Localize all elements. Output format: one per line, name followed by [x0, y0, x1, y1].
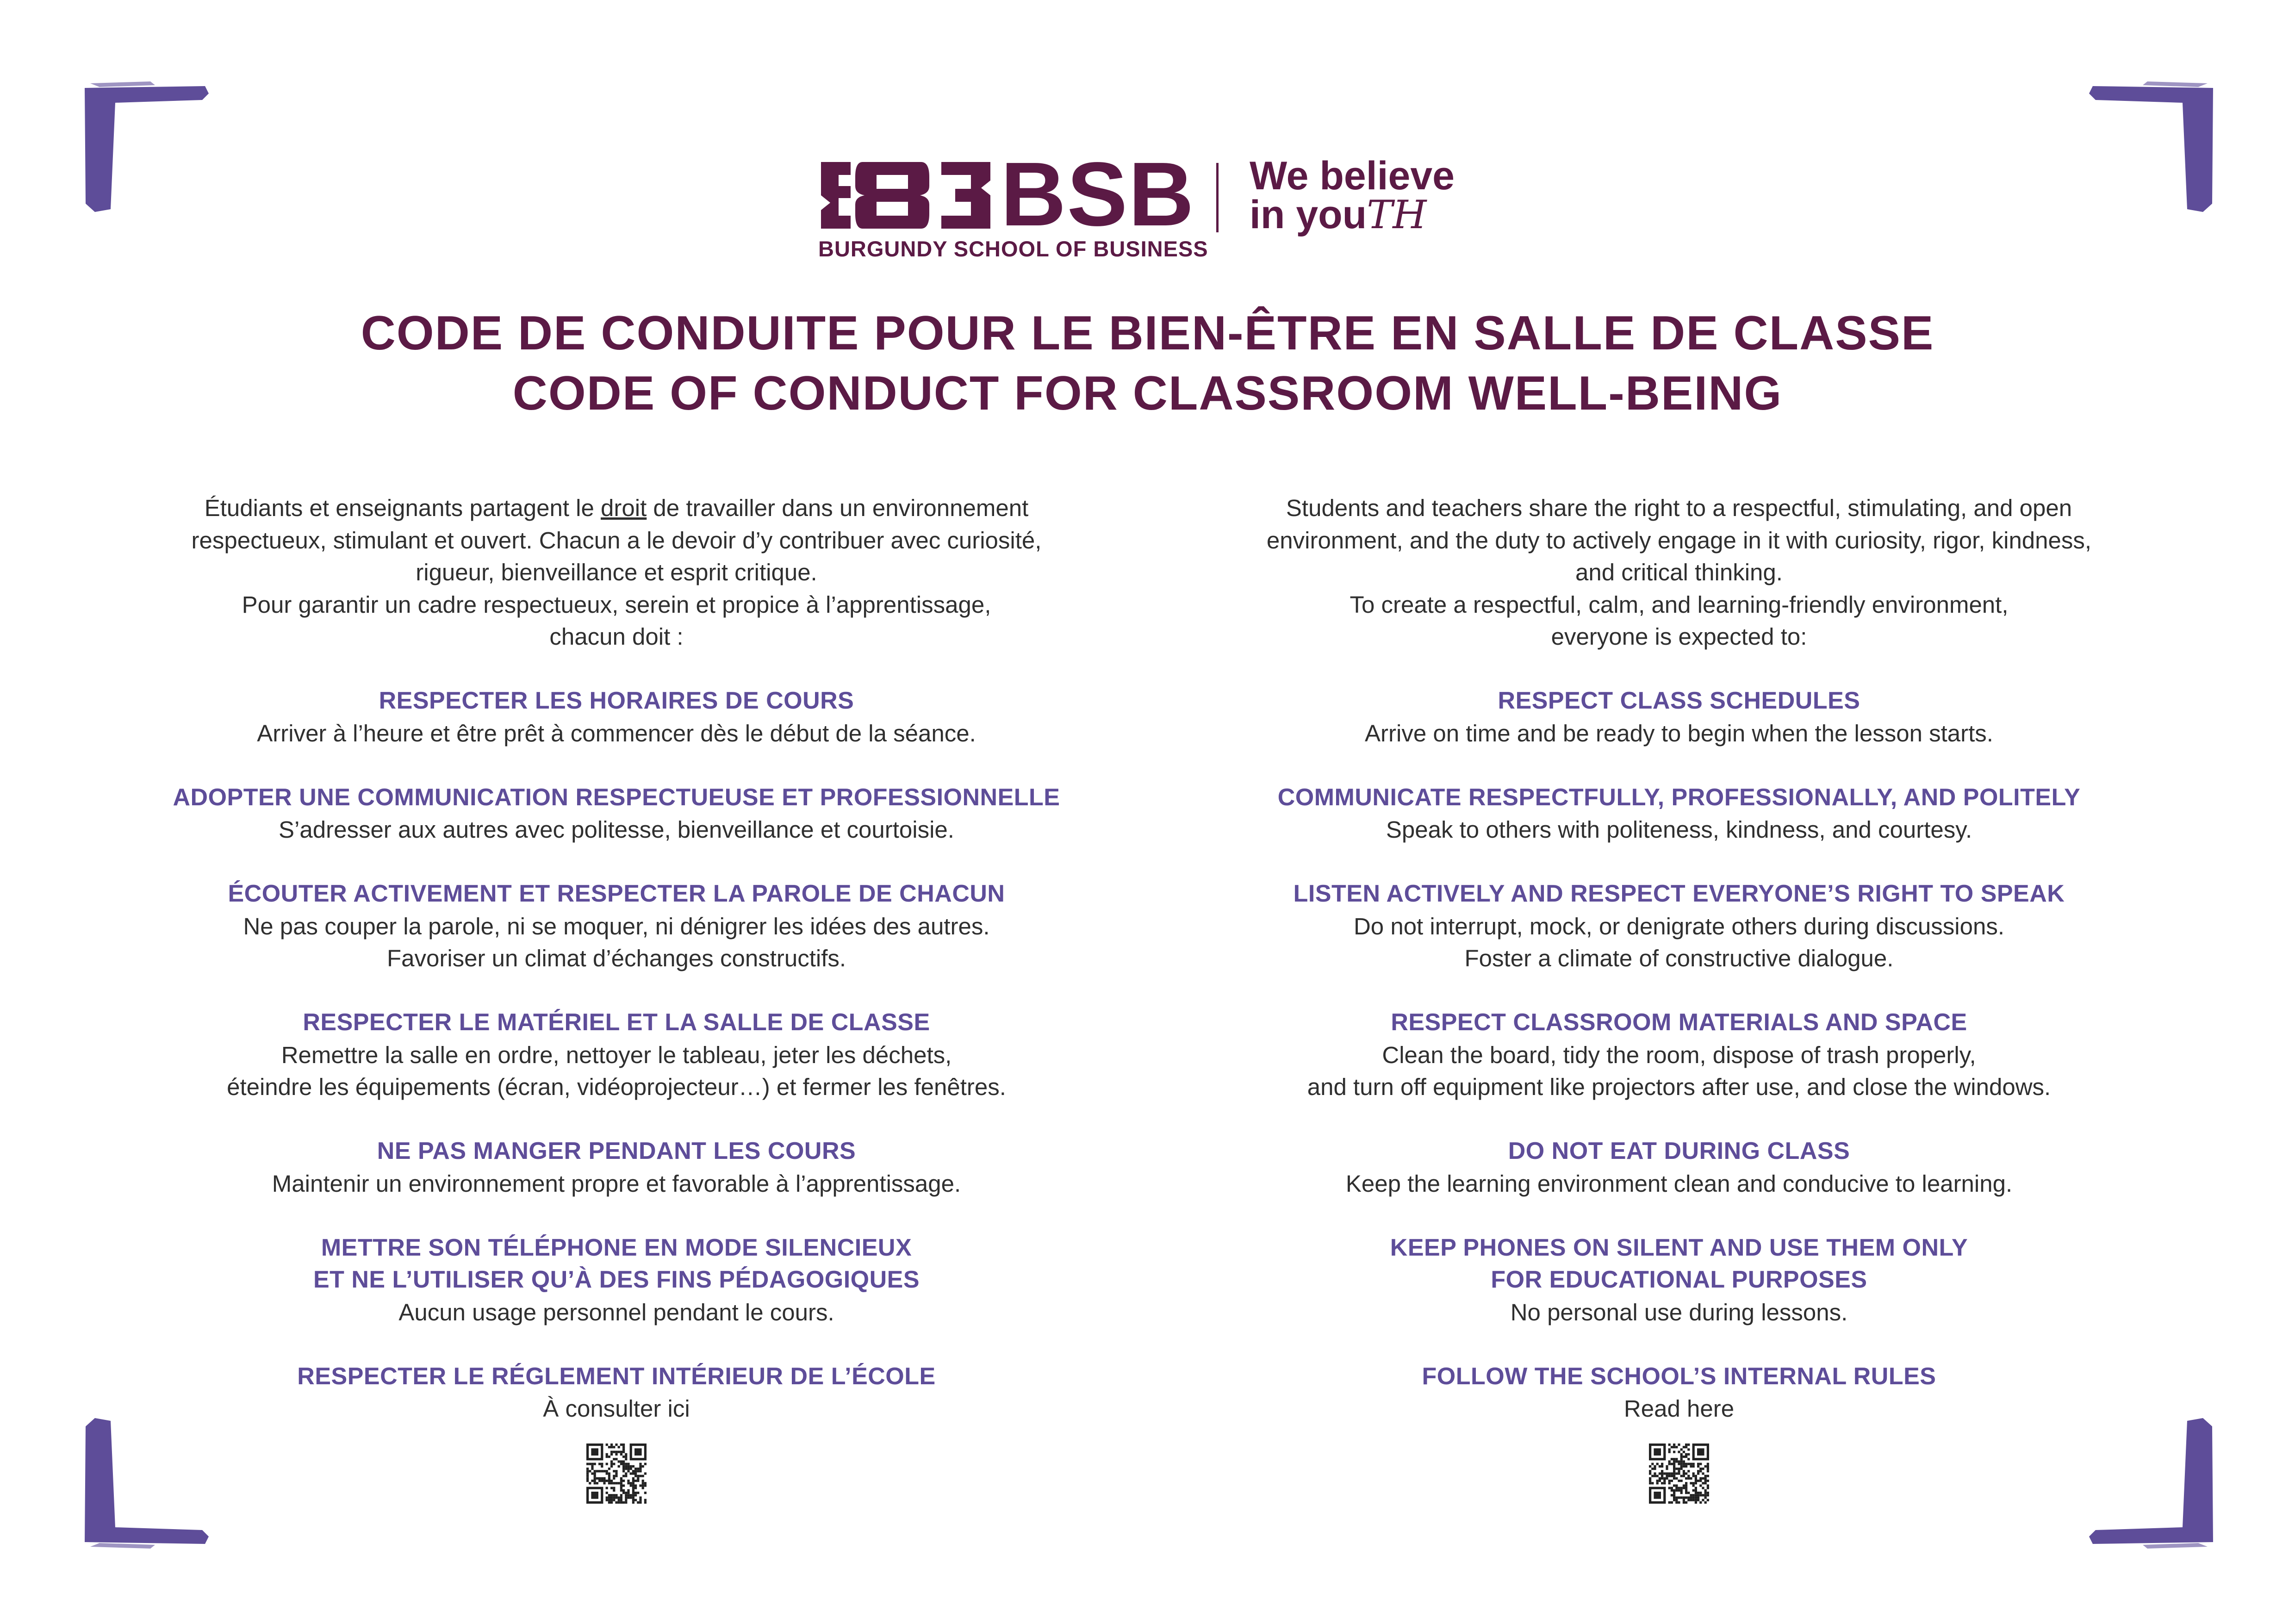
rule-en-4-text-2: and turn off equipment like projectors after use, and close the windows.: [1307, 1074, 2051, 1100]
logo-divider: [1216, 163, 1219, 232]
rule-fr-7-text: À consulter ici: [543, 1395, 690, 1422]
rule-fr-3: [131, 878, 1102, 975]
rule-fr-4-text-1: Remettre la salle en ordre, nettoyer le tableau, jeter les déchets,: [281, 1041, 952, 1068]
rule-fr-2-text: S’adresser aux autres avec politesse, bienveillance et courtoisie.: [279, 816, 954, 843]
rule-fr-6-heading-2: ET NE L’UTILISER QU’À DES FINS PÉDAGOGIQUES: [313, 1266, 920, 1293]
rule-fr-5: [131, 1135, 1102, 1200]
rule-fr-4-heading: RESPECTER LE MATÉRIEL ET LA SALLE DE CLASSE: [303, 1009, 930, 1036]
header-logo: [0, 143, 2295, 273]
rule-fr-5-text: Maintenir un environnement propre et favorable à l’apprentissage.: [272, 1170, 961, 1197]
rule-en-1-text: Arrive on time and be ready to begin when the lesson starts.: [1365, 720, 1993, 747]
qr-code-en-icon[interactable]: [1649, 1444, 1709, 1504]
title-fr: CODE DE CONDUITE POUR LE BIEN-ÊTRE EN SALLE DE CLASSE: [361, 306, 1934, 360]
intro-en: [1193, 492, 2165, 653]
intro-fr-line-4: Pour garantir un cadre respectueux, serein et propice à l’apprentissage,: [242, 591, 991, 618]
tagline-line-2: [1250, 192, 1455, 238]
rule-fr-7-heading: RESPECTER LE RÉGLEMENT INTÉRIEUR DE L’ÉCOLE: [297, 1363, 936, 1390]
rule-en-3-text-1: Do not interrupt, mock, or denigrate others during discussions.: [1353, 913, 2005, 940]
rule-fr-4-text-2: éteindre les équipements (écran, vidéoprojecteur…) et fermer les fenêtres.: [227, 1074, 1006, 1100]
rule-en-3-heading: LISTEN ACTIVELY AND RESPECT EVERYONE’S RIGHT TO SPEAK: [1293, 880, 2065, 907]
rule-fr-6-text: Aucun usage personnel pendant le cours.: [398, 1299, 834, 1325]
rule-en-2: [1193, 782, 2165, 846]
tagline-th: TH: [1367, 192, 1427, 238]
rule-fr-2-heading: ADOPTER UNE COMMUNICATION RESPECTUEUSE ET PROFESSIONNELLE: [173, 784, 1060, 811]
rule-en-4-text-1: Clean the board, tidy the room, dispose of trash properly,: [1382, 1041, 1976, 1068]
tagline-line-1: We believe: [1250, 154, 1455, 198]
qr-code-fr-icon[interactable]: [586, 1444, 647, 1504]
rule-fr-6-heading-1: METTRE SON TÉLÉPHONE EN MODE SILENCIEUX: [321, 1234, 912, 1261]
rule-en-5-text: Keep the learning environment clean and conducive to learning.: [1345, 1170, 2013, 1197]
rule-fr-5-heading: NE PAS MANGER PENDANT LES COURS: [377, 1138, 856, 1164]
rule-en-4-heading: RESPECT CLASSROOM MATERIALS AND SPACE: [1391, 1009, 1967, 1036]
tagline: [1250, 154, 1455, 238]
school-name: BURGUNDY SCHOOL OF BUSINESS: [818, 236, 1208, 261]
column-english: [1193, 492, 2165, 1504]
tagline-in-you: in you: [1250, 193, 1367, 237]
rule-fr-6: [131, 1232, 1102, 1329]
rule-fr-1-heading: RESPECTER LES HORAIRES DE COURS: [379, 687, 854, 714]
intro-en-line-1: Students and teachers share the right to a respectful, stimulating, and open: [1286, 495, 2072, 521]
rule-en-6-text: No personal use during lessons.: [1510, 1299, 1848, 1325]
rule-en-6: [1193, 1232, 2165, 1329]
intro-en-line-2: environment, and the duty to actively engage in it with curiosity, rigor, kindness,: [1266, 527, 2092, 554]
rule-en-4: [1193, 1007, 2165, 1103]
intro-fr-line-3: rigueur, bienveillance et esprit critique.: [416, 559, 817, 585]
rule-en-3: [1193, 878, 2165, 975]
intro-fr-line-1: [131, 492, 1102, 524]
rule-fr-4: [131, 1007, 1102, 1103]
rule-en-1: [1193, 685, 2165, 749]
rule-en-2-text: Speak to others with politeness, kindness, and courtesy.: [1386, 816, 1972, 843]
rule-en-7-heading: FOLLOW THE SCHOOL’S INTERNAL RULES: [1422, 1363, 1936, 1390]
intro-en-line-5: everyone is expected to:: [1551, 623, 1807, 650]
intro-fr-line-1-start: Étudiants et enseignants partagent le: [204, 495, 601, 521]
bsb-logo-mark-icon: [818, 158, 994, 232]
rule-fr-1-text: Arriver à l’heure et être prêt à commencer dès le début de la séance.: [257, 720, 976, 747]
bsb-wordmark: BSB: [1001, 143, 1195, 245]
title-en: CODE OF CONDUCT FOR CLASSROOM WELL-BEING: [512, 367, 1783, 420]
intro-fr-line-1-end: de travailler dans un environnement: [647, 495, 1029, 521]
rule-fr-3-heading: ÉCOUTER ACTIVEMENT ET RESPECTER LA PAROLE DE CHACUN: [228, 880, 1005, 907]
intro-fr-line-2: respectueux, stimulant et ouvert. Chacun a le devoir d’y contribuer avec curiosité,: [191, 527, 1042, 554]
column-french: [131, 492, 1102, 1504]
rule-fr-1: [131, 685, 1102, 749]
rule-en-5-heading: DO NOT EAT DURING CLASS: [1508, 1138, 1850, 1164]
rule-en-2-heading: COMMUNICATE RESPECTFULLY, PROFESSIONALLY, AND POLITELY: [1277, 784, 2081, 811]
rule-en-7-text: Read here: [1623, 1395, 1735, 1422]
rule-fr-7: [131, 1361, 1102, 1425]
rule-fr-2: [131, 782, 1102, 846]
intro-fr-underlined-word: droit: [601, 495, 647, 521]
rule-en-3-text-2: Foster a climate of constructive dialogue.: [1464, 945, 1894, 971]
intro-en-line-4: To create a respectful, calm, and learning-friendly environment,: [1350, 591, 2009, 618]
rule-en-5: [1193, 1135, 2165, 1200]
rule-en-7: [1193, 1361, 2165, 1425]
rule-fr-3-text-2: Favoriser un climat d’échanges constructifs.: [386, 945, 846, 971]
intro-en-line-3: and critical thinking.: [1575, 559, 1783, 585]
rule-en-1-heading: RESPECT CLASS SCHEDULES: [1498, 687, 1860, 714]
rule-en-6-heading-2: FOR EDUCATIONAL PURPOSES: [1491, 1266, 1867, 1293]
intro-fr-line-5: chacun doit :: [549, 623, 684, 650]
intro-fr: [131, 492, 1102, 653]
rule-en-6-heading-1: KEEP PHONES ON SILENT AND USE THEM ONLY: [1390, 1234, 1968, 1261]
rule-fr-3-text-1: Ne pas couper la parole, ni se moquer, ni dénigrer les idées des autres.: [243, 913, 990, 940]
page-titles: [0, 303, 2295, 423]
